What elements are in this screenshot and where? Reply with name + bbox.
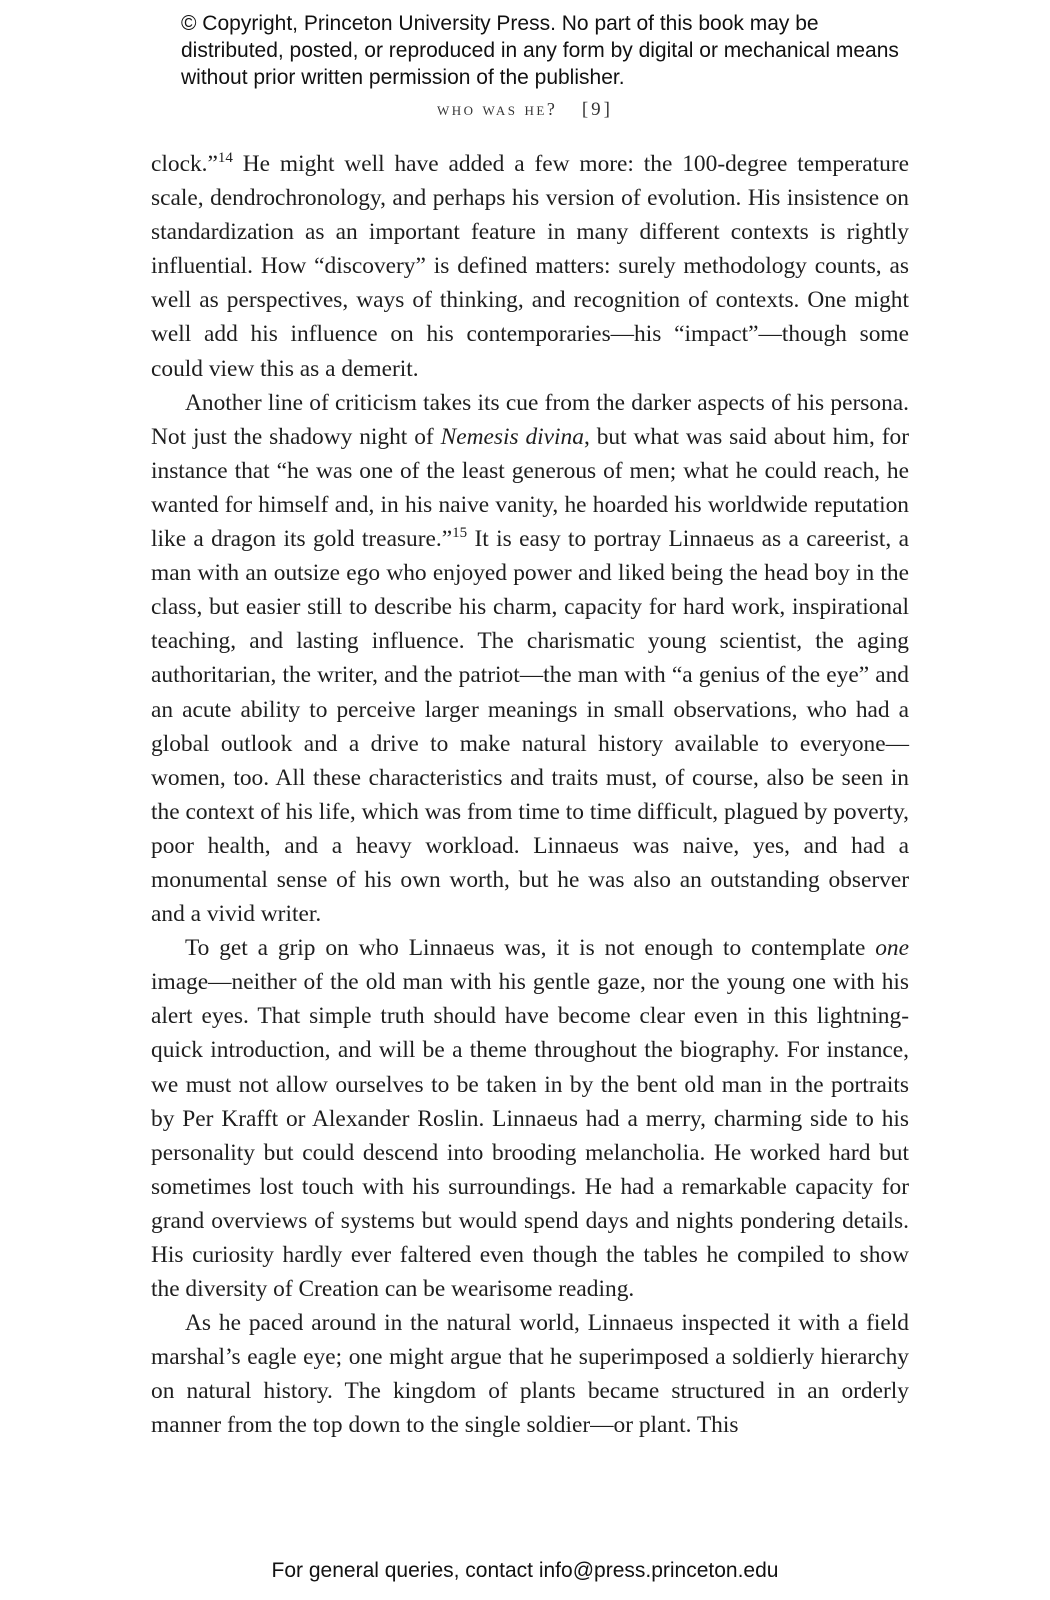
footer-contact: For general queries, contact info@press.princeton.edu [271, 1559, 779, 1582]
paragraph-1-text-a: clock.” [151, 151, 218, 177]
footnote-ref-15: 15 [452, 525, 468, 542]
paragraph-3-italic: one [875, 935, 909, 962]
paragraph-2-text-a: Another line of criticism takes its cue from the darker aspects of his persona. Not just the shadowy night of [151, 389, 909, 450]
paragraph-4: As he paced around in the natural world, Linnaeus inspected it with a field marshal’s eagle eye; one might argue that he superimposed a soldierly hierarchy on natural history. The kingdom of plants became structured in an orderly manner from the top down to the single soldier—or plant. This [151, 1310, 909, 1439]
paragraph-3 [151, 931, 909, 1306]
paragraph-2-text-c: It is easy to portray Linnaeus as a careerist, a man with an outsize ego who enjoyed power and liked being the head boy in the class, but easier still to describe his charm, capacity for hard work, inspirational teaching, and lasting influence. The charismatic young scientist, the aging authoritarian, the writer, and the patriot—the man with “a genius of the eye” and an acute ability to perceive larger meanings in small observations, who had a global outlook and a drive to make natural history available to everyone—women, too. All these characteristics and traits must, of course, also be seen in the context of his life, which was from time to time difficult, plagued by poverty, poor health, and a heavy workload. Linnaeus was naive, yes, and had a monumental sense of his own worth, but he was also an outstanding observer and a vivid writer. [151, 526, 909, 928]
paragraph-2-text-b: , but what was said about him, for instance that “he was one of the least generous of men; what he could reach, he wanted for himself and, in his naive vanity, he hoarded his worldwide reputation like a dragon its gold treasure.” [151, 423, 910, 553]
running-head-title: who was he? [437, 99, 558, 119]
footnote-ref-14: 14 [217, 150, 233, 166]
running-head [0, 99, 1050, 121]
paragraph-1 [151, 147, 909, 386]
paragraph-3-text-a: To get a grip on who Linnaeus was, it is not enough to contemplate [185, 935, 876, 962]
paragraph-2-italic-title: Nemesis divina [440, 423, 584, 450]
paragraph-1-text-b: He might well have added a few more: the 100-degree temperature scale, dendrochronology, and perhaps his version of evolution. His insistence on standardization as an important feature in many different contexts is rightly influential. How “discovery” is defined matters: surely methodology counts, as well as perspectives, ways of thinking, and recognition of contexts. One might well add his influence on his contemporaries—his “impact”—though some could view this as a demerit. [151, 151, 909, 382]
paragraph-2 [151, 386, 909, 932]
copyright-notice: © Copyright, Princeton University Press. No part of this book may be distributed, posted, or reproduced in any form by digital or mechanical means without prior written permission of the publisher. [181, 12, 899, 89]
body-text [151, 147, 909, 1443]
page-number: [9] [581, 99, 613, 120]
paragraph-3-text-b: image—neither of the old man with his gentle gaze, nor the young one with his alert eyes. That simple truth should have become clear even in this lightning-quick introduction, and will be a theme throughout the biography. For instance, we must not allow ourselves to be taken in by the bent old man in the portraits by Per Krafft or Alexander Roslin. Linnaeus had a merry, charming side to his personality but could descend into brooding melancholia. He worked hard but sometimes lost touch with his surroundings. He had a remarkable capacity for grand overviews of systems but would spend days and nights pondering details. His curiosity hardly ever faltered even though the tables he compiled to show the diversity of Creation can be wearisome reading. [151, 969, 909, 1303]
